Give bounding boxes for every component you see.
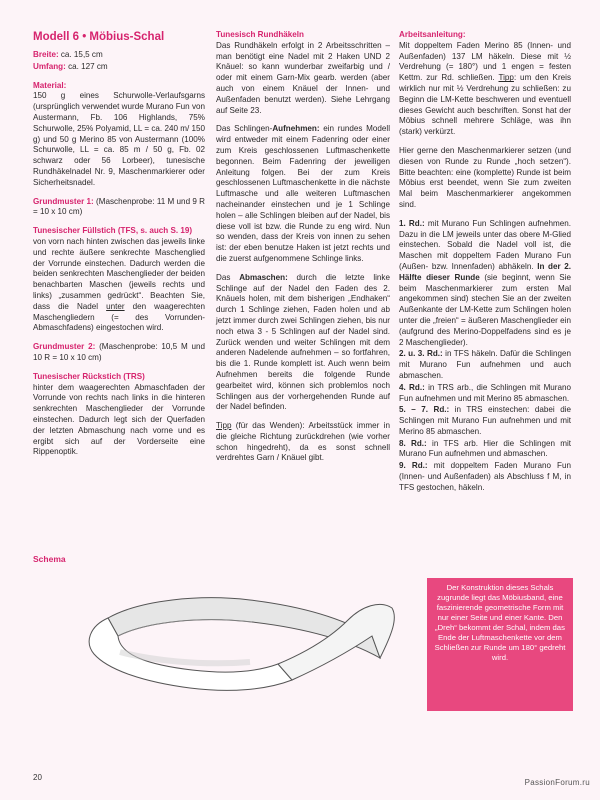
- intro-b: : um den Kreis wirklich nur mit ½ Verdrehung zu schließen: zu Beginn die LM-Kette beschweren und eventuell dieses Gewicht auch beschriften. Sonst hat der Möbius schnell mehrere Schläge, was ihn (stark) verkürzt.: [399, 73, 572, 137]
- length-label: Umfang:: [33, 61, 66, 71]
- intro-tipp: Tipp: [498, 73, 514, 83]
- round-4: [399, 383, 571, 405]
- watermark: PassionForum.ru: [524, 778, 590, 787]
- round-1: [399, 219, 571, 349]
- round-4-label: 4. Rd.:: [399, 382, 425, 392]
- round-8: [399, 439, 571, 461]
- moebius-band-diagram: [80, 560, 398, 702]
- round-2-3: [399, 349, 571, 381]
- abmaschen-text: [216, 273, 390, 413]
- grundmuster1-text: (Maschenprobe: 11 M und 9 R = 10 x 10 cm): [33, 196, 205, 217]
- page-title: Modell 6 • Möbius-Schal: [33, 31, 165, 43]
- rundhaekeln-intro: Das Rundhäkeln erfolgt in 2 Arbeitsschritten – man benötigt eine Nadel mit 2 Haken UND 2 Knäuel: so kann wunderbar zweifarbig und / oder mit einem Garn-Mix gearb. werden (aber auch von einem Knäuel der Innen- und Außenfaden benutzt werden). Siehe Lehrgang auf Seite 23.: [216, 40, 390, 115]
- trs-text: hinter dem waagerechten Abmaschfaden der Vorrunde von rechts nach links in die hinteren senkrechten Maschenglieder der Vorrunde einstechen. Dadurch legt sich der Querfaden der letzten Abmaschung nach vorne und es ergibt sich auf der Vorderseite eine Rippenoptik.: [33, 382, 205, 457]
- round-5-7: [399, 405, 571, 437]
- material-text: 150 g eines Schurwolle-Verlaufsgarns (ursprünglich verwendet wurde Murano Fun von Austermann, Fb. 106 Highlands, 75% Schurwolle, 25% Polyamid, LL = ca. 240 m/ 150 g) und 50 g Merino 85 von Austermann (100% Schurwolle, LL = ca. 85 m / 50 g, Fb. 02 schwarz oder 56 Lorbeer), tunesische Rundhäkelnadel Nr. 9, Maschenmarkierer oder Sicherheitsnadel.: [33, 91, 205, 187]
- intro-a: Mit doppeltem Faden Merino 85 (Innen- und Außenfaden) 137 LM häkeln. Diese mit ½ Verdrehung (= 180°) und 1 engen = festen Kettm. zur Rd. schließen.: [399, 40, 571, 83]
- round-9-label: 9. Rd.:: [399, 461, 428, 471]
- round-4-text: in TRS arb., die Schlingen mit Murano Fun aufnehmen und mit Merino 85 abmaschen.: [399, 382, 572, 403]
- aufnehmen-bold: Aufnehmen:: [272, 124, 320, 134]
- round-9: [399, 461, 571, 493]
- column-left: [33, 30, 205, 466]
- round-8-label: 8. Rd.:: [399, 438, 427, 448]
- schema-label: Schema: [33, 554, 66, 564]
- tfs-text-b: den waagerechten Maschengliedern (= des Vorrunden-Abmaschfadens) eingestochen wird.: [33, 301, 205, 333]
- round-1-label: 1. Rd.:: [399, 218, 425, 228]
- arbeitsanleitung-heading: Arbeitsanleitung:: [399, 30, 466, 39]
- aufnehmen-text: [216, 124, 390, 264]
- length-value: ca. 127 cm: [65, 61, 108, 71]
- abmaschen-a: Das: [216, 272, 240, 282]
- tipp-body: (für das Wenden): Arbeitsstück immer in die gleiche Richtung zurückdrehen (wie vorher schon hingedreht), da es sonst schnell verdrehtes Garn / Knäuel gibt.: [216, 421, 390, 463]
- width-line: [33, 50, 205, 61]
- round-5-7-label: 5. – 7. Rd.:: [399, 405, 450, 415]
- page-number: 20: [33, 773, 42, 782]
- length-line: [33, 62, 205, 73]
- round-1-bold: In der 2. Hälfte dieser Runde: [399, 261, 571, 282]
- round-8-text: in TFS arb. Hier die Schlingen mit Murano Fun aufnehmen und abmaschen.: [399, 438, 572, 459]
- grundmuster1-label: Grundmuster 1:: [33, 196, 94, 206]
- trs-heading: Tunesischer Rückstich (TRS): [33, 371, 145, 381]
- aufnehmen-a: Das Schlingen-: [216, 124, 273, 134]
- round-2-3-label: 2. u. 3. Rd.:: [399, 349, 443, 359]
- material-heading: Material:: [33, 80, 67, 90]
- grundmuster2: [33, 342, 205, 364]
- abmaschen-bold: Abmaschen:: [239, 272, 288, 282]
- grundmuster1: [33, 197, 205, 219]
- aufnehmen-b: ein rundes Modell wird entweder mit einem Fadenring oder einer zum Kreis geschlossenen Luftmaschenkette begonnen. Beim Fadenring der jeweiligen Anleitung folgen. Bei der zum Kreis geschlossenen Luftmaschenkette in die nächste Luftmasche und alle weiteren Luftmaschen nacheinander einstechen und je 1 Schlinge holen – alle Schlingen bleiben auf der Nadel, bis diese voll ist bzw. die Runde zu eng wird. Nun so wenden, dass der Kreis von innen zu sehen ist: der eben benutze Haken ist jetzt rechts und die zuerst aufgenommene Schlinge links.: [216, 124, 390, 263]
- tipp-label: Tipp: [216, 421, 232, 431]
- round-9-text: mit doppeltem Faden Murano Fun (Innen- und Außenfaden) als Abschluss f M, in TFS gestochen, häkeln.: [399, 461, 572, 492]
- abmaschen-b: durch die letzte linke Schlinge auf der Nadel den Faden des 2. Knäuels holen, mit dem bisherigen „Endhaken“ durch 1 Schlinge ziehen, Faden holen und ab jetzt immer durch zwei Schlingen ziehen, bis nur noch etwa 3 - 5 Schlingen auf der Nadel sind. Zurück wenden und weiter Schlingen mit dem anderen Nadelende aufnehmen – so fortfahren, bis die 1. Runde komplett ist. Auch wenn beim Aufnehmen bereits die folgende Runde gearbeitet wird, können sich problemlos noch Schlingen aus der vorhergehenden Runde auf der Nadel befinden.: [216, 272, 390, 412]
- tfs-text: [33, 237, 205, 334]
- width-value: ca. 15,5 cm: [58, 50, 103, 59]
- round-2-3-text: in TFS häkeln. Dafür die Schlingen mit Murano Fun aufnehmen und auch abmaschen.: [399, 349, 571, 380]
- tfs-text-underlined: unter: [106, 301, 125, 311]
- width-label: Breite:: [33, 50, 59, 59]
- grundmuster2-text: (Maschenprobe: 10,5 M und 10 R = 10 x 10 cm): [33, 342, 205, 362]
- rundhaekeln-heading: Tunesisch Rundhäkeln: [216, 30, 304, 39]
- tfs-text-a: von vorn nach hinten zwischen das jeweils linke und rechte äußere senkrechte Maschenglied der Vorrunde einstechen. Dadurch werden die beiden senkrechten Maschenglieder der beiden benachbarten Maschen (jeweils rechts und links) „zusammen gedrückt“. Beachten Sie, dass die Nadel: [33, 236, 205, 311]
- round-1-a: mit Murano Fun Schlingen aufnehmen. Dazu in die LM jeweils unter das obere M-Glied einstechen. Sobald die Nadel voll ist, die Maschen mit doppeltem Faden Murano Fun (Außen- bzw. Innenfaden) abhäkeln.: [399, 218, 571, 271]
- round-5-7-text: in TRS einstechen: dabei die Schlingen mit Murano Fun aufnehmen und mit Merino 85 abmaschen.: [399, 405, 571, 436]
- marker-text: Hier gerne den Maschenmarkierer setzen (und diesen von Runde zu Runde „hoch setzen“). Bitte beachten: eine (komplette) Runde ist beim Möbius erst beendet, wenn Sie zum zweiten Mal beim Maschenmarkierer angekommen sind.: [399, 145, 571, 209]
- column-middle: [216, 30, 390, 472]
- arbeitsanleitung-intro: [399, 41, 571, 138]
- column-right: [399, 30, 571, 495]
- round-1-b: (sie beginnt, wenn Sie beim Maschenmarkierer zum ersten Mal angekommen sind) stechen Sie an der zweiten Außenkante der LM-Kette zum Schlingen holen unter die „freien“ = äußeren Maschenglieder ein (aufgrund des Merino-Doppelfadens sind es je 2 Maschenglieder).: [399, 272, 572, 347]
- tfs-heading: Tunesischer Füllstich (TFS, s. auch S. 19): [33, 226, 193, 236]
- info-box: Der Konstruktion dieses Schals zugrunde liegt das Möbiusband, eine faszinierende geometrische Form mit nur einer Seite und einer Kante. Den „Dreh“ bekommt der Schal, indem das Ende der Luftmaschenkette vor dem Schließen zur Runde um 180° gedreht wird.: [427, 578, 573, 711]
- tipp-text: [216, 421, 390, 464]
- grundmuster2-label: Grundmuster 2:: [33, 342, 96, 352]
